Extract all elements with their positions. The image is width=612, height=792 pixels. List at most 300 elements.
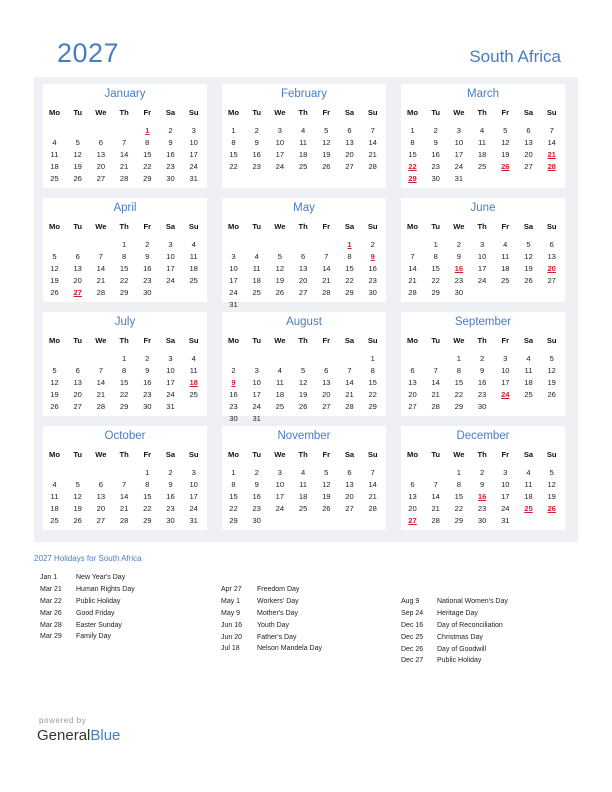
day-cell: 6 — [324, 366, 329, 375]
day-cell: 27 — [408, 402, 417, 411]
day-cell: 16 — [252, 492, 261, 501]
weekday-header: Fr — [322, 450, 331, 459]
day-cell: 3 — [277, 126, 282, 135]
holidays-title: 2027 Holidays for South Africa — [34, 554, 142, 563]
day-cell: 2 — [479, 354, 485, 363]
day-cell: 25 — [275, 402, 285, 411]
day-cell: 26 — [298, 402, 308, 411]
day-cell: 24 — [189, 504, 198, 513]
weekday-header: Mo — [407, 222, 418, 231]
month-july — [43, 312, 207, 416]
weekday-header: Su — [188, 108, 199, 117]
day-cell: 1 — [231, 126, 236, 135]
day-cell: 11 — [189, 366, 198, 375]
weekday-header: We — [274, 222, 286, 231]
day-cell: 27 — [298, 288, 308, 297]
holiday-date: Aug 9 — [401, 598, 420, 605]
day-cell: 23 — [166, 162, 175, 171]
day-cell: 3 — [479, 240, 485, 249]
day-cell: 12 — [298, 378, 308, 387]
day-cell: 24 — [275, 504, 285, 513]
day-cell: 6 — [98, 138, 103, 147]
day-cell: 21 — [96, 276, 106, 285]
weekday-header: Mo — [228, 450, 239, 459]
day-cell: 7 — [433, 366, 438, 375]
day-cell: 4 — [300, 468, 306, 477]
day-cell: 14 — [368, 138, 377, 147]
holiday-date: May 9 — [221, 609, 241, 617]
day-cell: 12 — [501, 138, 510, 147]
day-cell: 23 — [431, 162, 440, 171]
day-cell: 22 — [368, 390, 377, 399]
day-cell: 30 — [229, 414, 238, 423]
weekday-header: Fr — [322, 222, 331, 231]
day-cell: 3 — [503, 468, 508, 477]
weekday-header: Su — [188, 336, 199, 345]
weekday-header: Sa — [165, 222, 176, 231]
day-cell: 7 — [433, 480, 438, 489]
weekday-header: Th — [119, 450, 129, 459]
day-cell: 11 — [275, 378, 284, 387]
day-cell: 30 — [477, 402, 487, 411]
day-cell: 10 — [477, 252, 487, 261]
day-cell: 15 — [368, 378, 377, 387]
weekday-header: Tu — [431, 336, 441, 345]
weekday-header: We — [453, 336, 465, 345]
day-cell: 27 — [345, 162, 354, 171]
weekday-header: We — [274, 108, 286, 117]
weekday-header: Sa — [344, 222, 355, 231]
day-cell: 12 — [275, 264, 285, 273]
day-cell: 25 — [298, 504, 308, 513]
weekday-header: Sa — [344, 108, 355, 117]
day-cell: 10 — [189, 480, 198, 489]
day-cell: 26 — [322, 504, 331, 513]
day-cell: 22 — [119, 276, 129, 285]
day-cell: 20 — [345, 150, 354, 159]
day-cell: 5 — [75, 480, 80, 489]
day-cell: 17 — [501, 378, 510, 387]
day-cell: 11 — [252, 264, 261, 273]
day-cell: 7 — [98, 366, 103, 375]
day-cell: 12 — [50, 378, 59, 387]
month-december — [401, 426, 565, 530]
day-cell: 15 — [143, 150, 152, 159]
day-cell: 10 — [189, 138, 198, 147]
day-cell: 5 — [324, 468, 329, 477]
holiday-date: Mar 28 — [40, 621, 62, 629]
day-cell: 15 — [143, 492, 152, 501]
month-title: June — [470, 202, 496, 214]
day-cell: 19 — [547, 378, 556, 387]
weekday-header: Th — [477, 222, 487, 231]
day-cell: 29 — [345, 288, 354, 297]
day-cell: 18 — [275, 390, 285, 399]
day-cell: 11 — [299, 138, 308, 147]
day-cell: 10 — [501, 366, 510, 375]
day-cell: 11 — [524, 366, 533, 375]
holiday-name: Christmas Day — [437, 633, 483, 641]
day-cell: 14 — [96, 264, 106, 273]
weekday-header: Fr — [501, 336, 510, 345]
day-cell: 27 — [73, 288, 82, 297]
day-cell: 20 — [408, 390, 417, 399]
day-cell: 20 — [96, 162, 106, 171]
day-cell: 20 — [322, 390, 331, 399]
day-cell: 31 — [454, 174, 464, 183]
day-cell: 29 — [143, 174, 152, 183]
day-cell: 23 — [368, 276, 377, 285]
day-cell: 19 — [547, 492, 556, 501]
day-cell: 18 — [524, 492, 533, 501]
day-cell: 13 — [73, 264, 82, 273]
day-cell: 21 — [119, 162, 129, 171]
weekday-header: We — [274, 450, 286, 459]
day-cell: 15 — [431, 264, 440, 273]
day-cell: 3 — [168, 240, 173, 249]
day-cell: 6 — [347, 126, 352, 135]
day-cell: 24 — [275, 162, 285, 171]
day-cell: 21 — [431, 390, 440, 399]
holiday-date: Jul 18 — [221, 645, 240, 653]
weekday-header: Mo — [407, 336, 418, 345]
day-cell: 25 — [524, 390, 533, 399]
month-august — [222, 312, 386, 423]
weekday-header: Su — [188, 450, 199, 459]
day-cell: 22 — [454, 504, 464, 513]
day-cell: 28 — [431, 516, 440, 525]
day-cell: 2 — [254, 126, 259, 135]
holiday-name: Father's Day — [257, 633, 297, 641]
day-cell: 10 — [252, 378, 261, 387]
day-cell: 25 — [189, 276, 198, 285]
holiday-date: Jun 20 — [221, 633, 243, 641]
day-cell: 1 — [347, 240, 352, 249]
day-cell: 3 — [191, 126, 196, 135]
day-cell: 1 — [121, 354, 127, 363]
weekday-header: Th — [119, 336, 129, 345]
day-cell: 26 — [322, 162, 331, 171]
weekday-header: Tu — [73, 336, 83, 345]
day-cell: 26 — [547, 390, 556, 399]
holiday-name: Good Friday — [76, 609, 115, 617]
day-cell: 18 — [252, 276, 261, 285]
holiday-date: Dec 25 — [401, 633, 424, 641]
day-cell: 28 — [431, 402, 440, 411]
day-cell: 7 — [98, 252, 103, 261]
day-cell: 23 — [143, 276, 152, 285]
day-cell: 6 — [526, 126, 531, 135]
day-cell: 18 — [477, 150, 487, 159]
powered-by-text: powered by — [39, 716, 87, 725]
day-cell: 18 — [524, 378, 533, 387]
day-cell: 2 — [254, 468, 259, 477]
day-cell: 2 — [231, 366, 236, 375]
day-cell: 30 — [166, 174, 175, 183]
day-cell: 31 — [189, 174, 198, 183]
day-cell: 2 — [145, 240, 150, 249]
day-cell: 15 — [454, 492, 464, 501]
month-april — [43, 198, 207, 302]
day-cell: 19 — [50, 276, 59, 285]
day-cell: 27 — [322, 402, 331, 411]
day-cell: 28 — [368, 504, 377, 513]
weekday-header: Tu — [431, 450, 441, 459]
day-cell: 26 — [50, 402, 59, 411]
day-cell: 15 — [229, 150, 238, 159]
day-cell: 30 — [166, 516, 175, 525]
holiday-name: New Year's Day — [76, 574, 126, 581]
day-cell: 31 — [166, 402, 175, 411]
day-cell: 24 — [252, 402, 261, 411]
day-cell: 4 — [52, 138, 57, 147]
day-cell: 25 — [50, 174, 59, 183]
day-cell: 23 — [143, 390, 152, 399]
day-cell: 28 — [119, 174, 129, 183]
day-cell: 21 — [408, 276, 417, 285]
day-cell: 17 — [166, 378, 175, 387]
weekday-header: Th — [119, 222, 129, 231]
day-cell: 16 — [252, 150, 261, 159]
day-cell: 8 — [121, 252, 127, 261]
holiday-date: Mar 26 — [40, 609, 62, 617]
holiday-name: Youth Day — [257, 621, 290, 629]
day-cell: 16 — [477, 378, 487, 387]
day-cell: 19 — [322, 150, 331, 159]
day-cell: 7 — [347, 366, 352, 375]
weekday-header: Th — [477, 108, 487, 117]
day-cell: 20 — [547, 264, 556, 273]
weekday-header: Sa — [165, 336, 176, 345]
weekday-header: Th — [477, 336, 487, 345]
weekday-header: Sa — [523, 336, 534, 345]
day-cell: 7 — [410, 252, 415, 261]
day-cell: 26 — [501, 162, 510, 171]
day-cell: 18 — [298, 150, 308, 159]
day-cell: 10 — [454, 138, 464, 147]
day-cell: 29 — [119, 402, 129, 411]
day-cell: 18 — [501, 264, 510, 273]
holiday-date: Mar 22 — [40, 597, 62, 605]
day-cell: 3 — [277, 468, 282, 477]
day-cell: 27 — [524, 162, 533, 171]
day-cell: 3 — [254, 366, 259, 375]
day-cell: 27 — [96, 174, 106, 183]
day-cell: 11 — [50, 492, 59, 501]
weekday-header: Fr — [501, 108, 510, 117]
day-cell: 19 — [322, 492, 331, 501]
day-cell: 27 — [408, 516, 417, 525]
month-march — [401, 84, 565, 188]
day-cell: 15 — [345, 264, 354, 273]
day-cell: 9 — [145, 252, 150, 261]
day-cell: 16 — [166, 492, 175, 501]
day-cell: 21 — [96, 390, 106, 399]
weekday-header: Sa — [344, 450, 355, 459]
day-cell: 28 — [408, 288, 417, 297]
day-cell: 31 — [252, 414, 261, 423]
day-cell: 16 — [166, 150, 175, 159]
day-cell: 22 — [143, 162, 152, 171]
day-cell: 8 — [231, 138, 236, 147]
day-cell: 9 — [168, 480, 173, 489]
month-title: March — [467, 88, 499, 100]
day-cell: 19 — [298, 390, 308, 399]
weekday-header: Mo — [407, 450, 418, 459]
day-cell: 13 — [547, 252, 556, 261]
day-cell: 23 — [252, 504, 261, 513]
day-cell: 23 — [252, 162, 261, 171]
weekday-header: Th — [298, 336, 308, 345]
weekday-header: We — [95, 336, 107, 345]
day-cell: 9 — [456, 252, 461, 261]
month-title: August — [286, 316, 322, 328]
weekday-header: Fr — [322, 108, 331, 117]
day-cell: 28 — [322, 288, 331, 297]
day-cell: 2 — [168, 468, 173, 477]
day-cell: 28 — [345, 402, 354, 411]
weekday-header: Fr — [322, 336, 331, 345]
month-february — [222, 84, 386, 188]
day-cell: 12 — [524, 252, 533, 261]
holiday-name: Day of Goodwill — [437, 645, 487, 653]
holiday-date: Dec 27 — [401, 657, 424, 665]
weekday-header: Mo — [49, 222, 60, 231]
holiday-name: Easter Sunday — [76, 621, 122, 629]
day-cell: 5 — [549, 468, 554, 477]
day-cell: 8 — [231, 480, 236, 489]
day-cell: 12 — [547, 480, 556, 489]
day-cell: 16 — [143, 378, 152, 387]
weekday-header: Tu — [252, 222, 262, 231]
day-cell: 16 — [431, 150, 440, 159]
day-cell: 25 — [298, 162, 308, 171]
day-cell: 16 — [143, 264, 152, 273]
month-title: November — [277, 430, 331, 442]
weekday-header: Mo — [49, 336, 60, 345]
day-cell: 24 — [454, 162, 464, 171]
day-cell: 15 — [229, 492, 238, 501]
day-cell: 12 — [73, 492, 82, 501]
day-cell: 1 — [121, 240, 127, 249]
month-title: January — [104, 88, 146, 100]
day-cell: 5 — [75, 138, 80, 147]
weekday-header: Mo — [49, 450, 60, 459]
day-cell: 8 — [410, 138, 415, 147]
day-cell: 19 — [50, 390, 59, 399]
day-cell: 9 — [479, 480, 485, 489]
day-cell: 9 — [168, 138, 173, 147]
weekday-header: Su — [546, 336, 557, 345]
day-cell: 27 — [96, 516, 106, 525]
weekday-header: Su — [367, 222, 378, 231]
day-cell: 25 — [524, 504, 533, 513]
day-cell: 18 — [50, 504, 59, 513]
weekday-header: Fr — [143, 450, 152, 459]
day-cell: 21 — [368, 150, 377, 159]
day-cell: 25 — [477, 162, 487, 171]
day-cell: 7 — [121, 480, 127, 489]
day-cell: 13 — [298, 264, 308, 273]
day-cell: 14 — [119, 492, 129, 501]
weekday-header: Su — [367, 108, 378, 117]
month-january — [43, 84, 207, 188]
day-cell: 7 — [370, 126, 375, 135]
day-cell: 19 — [501, 150, 510, 159]
day-cell: 14 — [96, 378, 106, 387]
weekday-header: Sa — [165, 108, 176, 117]
weekday-header: We — [95, 450, 107, 459]
holiday-date: Dec 26 — [401, 645, 424, 653]
day-cell: 30 — [368, 288, 377, 297]
day-cell: 11 — [50, 150, 59, 159]
weekday-header: Sa — [523, 108, 534, 117]
day-cell: 23 — [229, 402, 238, 411]
day-cell: 2 — [479, 468, 485, 477]
day-cell: 22 — [408, 162, 417, 171]
day-cell: 29 — [143, 516, 152, 525]
weekday-header: Su — [188, 222, 199, 231]
day-cell: 2 — [456, 240, 461, 249]
day-cell: 27 — [73, 402, 82, 411]
day-cell: 7 — [549, 126, 554, 135]
day-cell: 16 — [477, 492, 487, 501]
holiday-name: Heritage Day — [437, 609, 478, 617]
day-cell: 3 — [168, 354, 173, 363]
weekday-header: Mo — [228, 222, 239, 231]
day-cell: 20 — [73, 390, 82, 399]
weekday-header: Tu — [252, 108, 262, 117]
weekday-header: Sa — [165, 450, 176, 459]
holiday-date: Mar 29 — [40, 633, 62, 641]
month-title: October — [104, 430, 146, 442]
weekday-header: Tu — [73, 108, 83, 117]
day-cell: 4 — [300, 126, 306, 135]
day-cell: 20 — [345, 492, 354, 501]
day-cell: 6 — [410, 480, 415, 489]
day-cell: 13 — [524, 138, 533, 147]
weekday-header: Fr — [501, 450, 510, 459]
holiday-date: May 1 — [221, 597, 241, 605]
day-cell: 6 — [549, 240, 554, 249]
day-cell: 4 — [526, 468, 531, 477]
day-cell: 4 — [479, 126, 485, 135]
day-cell: 2 — [145, 354, 150, 363]
day-cell: 1 — [456, 468, 461, 477]
weekday-header: Sa — [344, 336, 355, 345]
day-cell: 28 — [547, 162, 556, 171]
day-cell: 12 — [73, 150, 82, 159]
day-cell: 28 — [119, 516, 129, 525]
day-cell: 22 — [229, 162, 238, 171]
day-cell: 4 — [191, 240, 196, 249]
day-cell: 23 — [454, 276, 464, 285]
day-cell: 11 — [189, 252, 198, 261]
month-title: September — [454, 316, 512, 328]
day-cell: 22 — [229, 504, 238, 513]
holiday-name: National Women's Day — [437, 598, 508, 605]
day-cell: 3 — [503, 354, 508, 363]
day-cell: 11 — [478, 138, 487, 147]
page-title-year: 2027 — [57, 38, 120, 68]
day-cell: 2 — [168, 126, 173, 135]
day-cell: 28 — [96, 288, 106, 297]
day-cell: 5 — [503, 126, 508, 135]
day-cell: 5 — [300, 366, 306, 375]
day-cell: 12 — [322, 480, 331, 489]
holiday-name: Mother's Day — [257, 609, 299, 617]
day-cell: 24 — [501, 504, 510, 513]
